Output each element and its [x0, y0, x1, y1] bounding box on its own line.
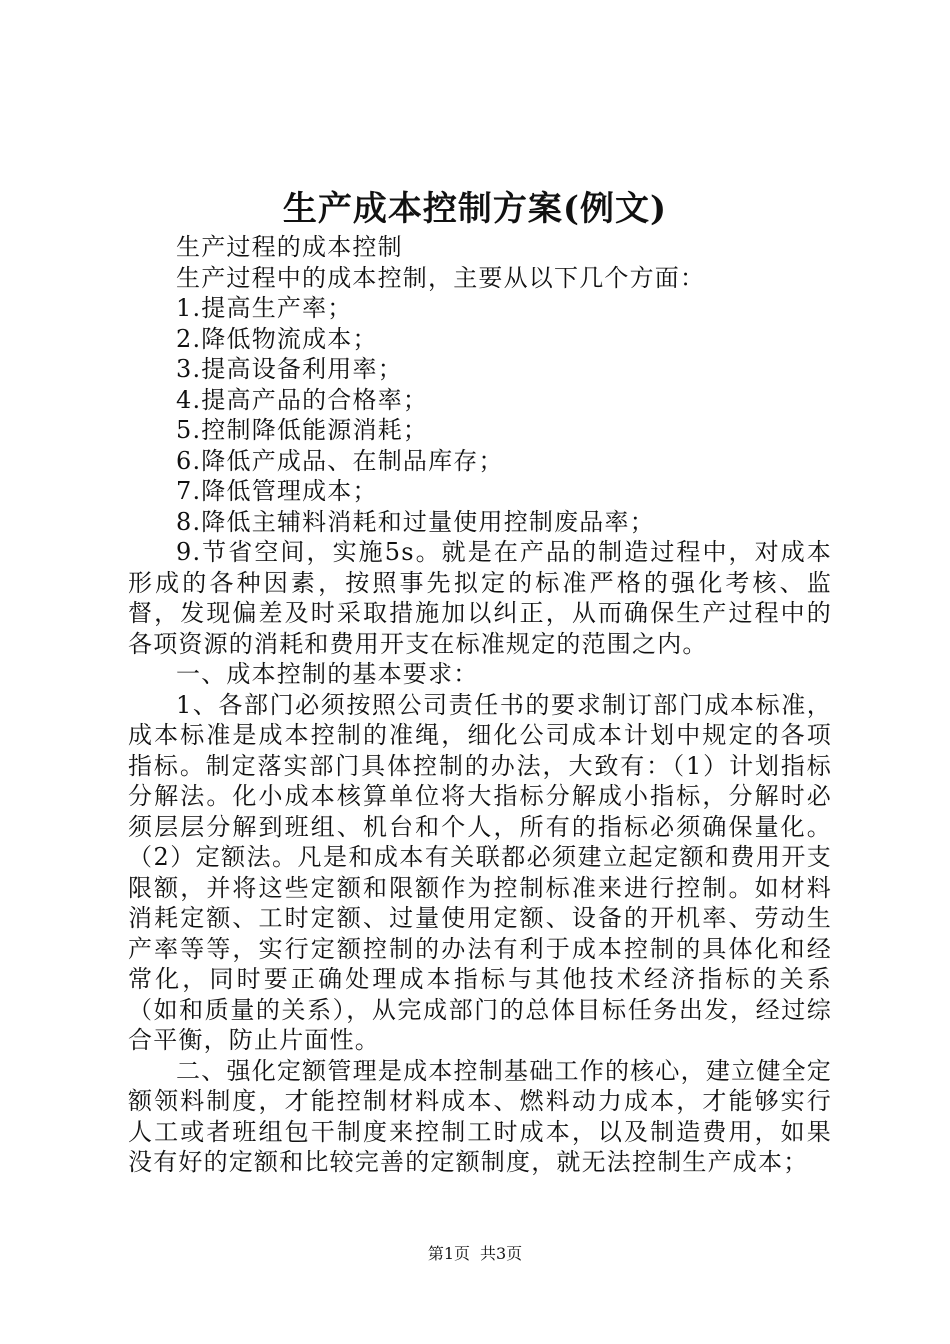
page-number: 第1页	[427, 1244, 470, 1263]
list-item: 9.节省空间，实施5s。就是在产品的制造过程中，对成本形成的各种因素，按照事先拟定的标准严格的强化考核、监督，发现偏差及时采取措施加以纠正，从而确保生产过程中的各项资源的消耗和费用开支在标准规定的范围之内。	[128, 538, 832, 658]
list-item: 3.提高设备利用率；	[176, 355, 403, 383]
paragraph: 生产过程中的成本控制，主要从以下几个方面：	[176, 263, 706, 292]
list-item: 1.提高生产率；	[176, 294, 353, 322]
paragraph: 二、强化定额管理是成本控制基础工作的核心，建立健全定额领料制度，才能控制材料成本、燃料动力成本，才能够实行人工或者班组包干制度来控制工时成本，以及制造费用，如果没有好的定额和比较完善的定额制度，就无法控制生产成本；	[128, 1056, 832, 1176]
list-item: 7.降低管理成本；	[176, 477, 378, 505]
paragraph: 1、各部门必须按照公司责任书的要求制订部门成本标准，成本标准是成本控制的准绳，细化公司成本计划中规定的各项指标。制定落实部门具体控制的办法，大致有：（1）计划指标分解法。化小成本核算单位将大指标分解成小指标，分解时必须层层分解到班组、机台和个人，所有的指标必须确保量化。（2）定额法。凡是和成本有关联都必须建立起定额和费用开支限额，并将这些定额和限额作为控制标准来进行控制。如材料消耗定额、工时定额、过量使用定额、设备的开机率、劳动生产率等等，实行定额控制的办法有利于成本控制的具体化和经常化，同时要正确处理成本指标与其他技术经济指标的关系（如和质量的关系），从完成部门的总体目标任务出发，经过综合平衡，防止片面性。	[128, 690, 832, 1054]
list-item: 5.控制降低能源消耗；	[176, 416, 429, 444]
page-total: 共3页	[480, 1244, 523, 1263]
paragraph: 生产过程的成本控制	[176, 233, 403, 261]
list-item: 4.提高产品的合格率；	[176, 385, 429, 414]
list-item: 2.降低物流成本；	[176, 324, 378, 353]
document-body	[128, 232, 832, 1178]
list-item: 6.降低产成品、在制品库存；	[176, 446, 504, 475]
page-footer	[0, 1242, 950, 1266]
list-item: 8.降低主辅料消耗和过量使用控制废品率；	[176, 507, 655, 536]
document-title: 生产成本控制方案(例文)	[282, 189, 668, 229]
section-heading: 一、成本控制的基本要求：	[176, 660, 479, 688]
